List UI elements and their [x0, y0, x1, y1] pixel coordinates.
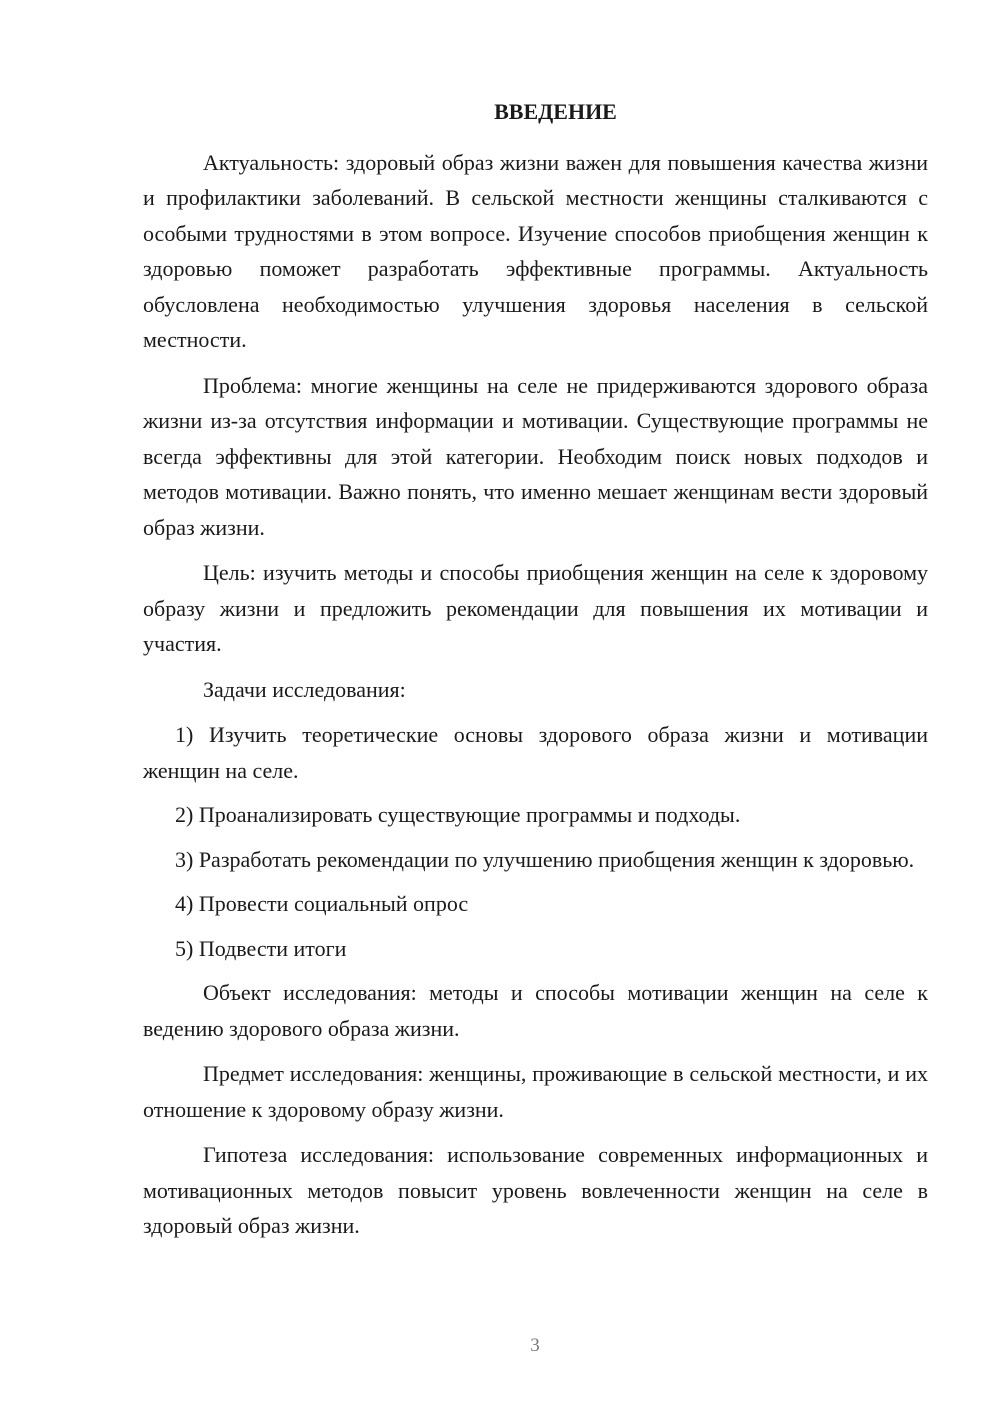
- section-title: ВВЕДЕНИЕ: [494, 99, 617, 124]
- object-paragraph: Объект исследования: методы и способы мотивации женщин на селе к ведению здорового образа жизни.: [143, 980, 928, 1041]
- relevance-paragraph: Актуальность: здоровый образ жизни важен для повышения качества жизни и профилактики заболеваний. В сельской местности женщины сталкиваются с особыми трудностями в этом вопросе. Изучение способов приобщения женщин к здоровью поможет разработать эффективные программы. Актуальность обусловлена необходимостью улучшения здоровья населения в сельской местности.: [143, 149, 928, 352]
- task-item-2: 2) Проанализировать существующие программы и подходы.: [175, 802, 741, 827]
- document-page: [143, 94, 928, 1254]
- goal-paragraph: Цель: изучить методы и способы приобщения женщин на селе к здоровому образу жизни и предложить рекомендации для повышения их мотивации и участия.: [143, 560, 928, 656]
- task-item-5: 5) Подвести итоги: [175, 935, 347, 961]
- page-number: 3: [530, 1335, 540, 1356]
- problem-paragraph: Проблема: многие женщины на селе не придерживаются здорового образа жизни из-за отсутствия информации и мотивации. Существующие программы не всегда эффективны для этой категории. Необходим поиск новых подходов и методов мотивации. Важно понять, что именно мешает женщинам вести здоровый образ жизни.: [143, 372, 928, 540]
- task-item-4: 4) Провести социальный опрос: [175, 891, 469, 916]
- task-item-1: 1) Изучить теоретические основы здорового образа жизни и мотивации женщин на селе.: [143, 722, 928, 783]
- hypothesis-paragraph: Гипотеза исследования: использование современных информационных и мотивационных методов повысит уровень вовлеченности женщин на селе в здоровый образ жизни.: [143, 1142, 928, 1238]
- subject-paragraph: Предмет исследования: женщины, проживающие в сельской местности, и их отношение к здоровому образу жизни.: [143, 1061, 928, 1122]
- task-item-3: 3) Разработать рекомендации по улучшению приобщения женщин к здоровью.: [175, 846, 915, 872]
- tasks-heading: Задачи исследования:: [203, 676, 406, 702]
